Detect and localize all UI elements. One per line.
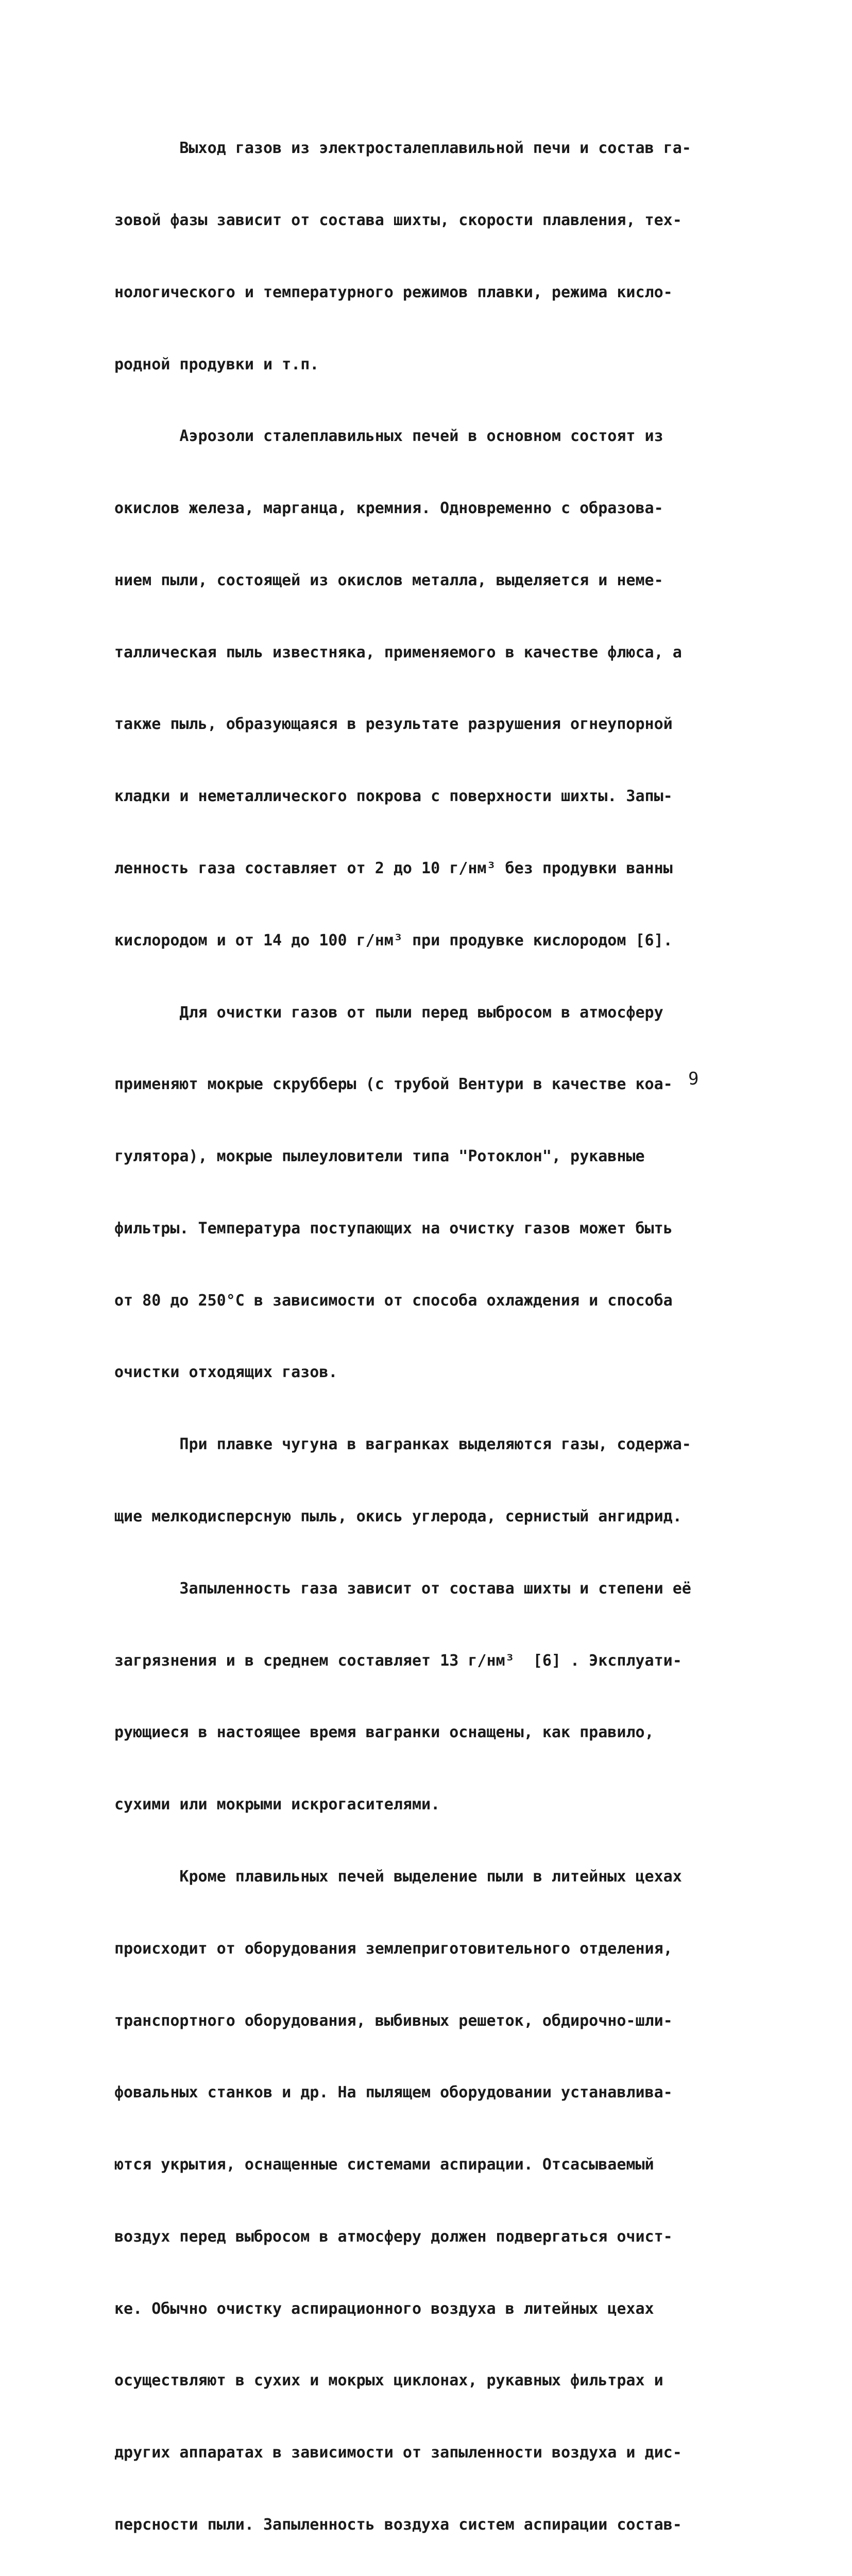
text-line: загрязнения и в среднем составляет 13 г/нм³ [6] . Эксплуати- [114, 1651, 682, 1670]
text-line: кладки и неметаллического покрова с поверхности шихты. Запы- [114, 787, 673, 806]
text-line: ются укрытия, оснащенные системами аспирации. Отсасываемый [114, 2156, 654, 2174]
text-line: воздух перед выбросом в атмосферу должен подвергаться очист- [114, 2227, 673, 2246]
text-line: других аппаратах в зависимости от запыленности воздуха и дис- [114, 2444, 682, 2462]
text-line: Для очистки газов от пыли перед выбросом в атмосферу [114, 1003, 663, 1022]
page-number: 9 [688, 1069, 699, 1089]
text-line: персности пыли. Запыленность воздуха систем аспирации состав- [114, 2515, 682, 2534]
text-line: зовой фазы зависит от состава шихты, скорости плавления, тех- [114, 211, 682, 229]
text-line: транспортного оборудования, выбивных решеток, обдирочно-шли- [114, 2011, 673, 2030]
text-line: родной продувки и т.п. [114, 355, 319, 374]
text-line: ке. Обычно очистку аспирационного воздуха в литейных цехах [114, 2299, 654, 2318]
text-line: таллическая пыль известняка, применяемого в качестве флюса, а [114, 643, 682, 662]
text-line: фовальных станков и др. На пылящем оборудовании устанавлива- [114, 2083, 673, 2102]
text-line: осуществляют в сухих и мокрых циклонах, рукавных фильтрах и [114, 2371, 663, 2390]
text-line: нологического и температурного режимов плавки, режима кисло- [114, 283, 673, 301]
text-line: применяют мокрые скрубберы (с трубой Вентури в качестве коа- [114, 1075, 673, 1094]
text-line: нием пыли, состоящей из окислов металла, выделяется и неме- [114, 571, 663, 589]
text-line: также пыль, образующаяся в результате разрушения огнеупорной [114, 715, 673, 734]
text-line: ленность газа составляет от 2 до 10 г/нм³ без продувки ванны [114, 859, 673, 877]
text-line: от 80 до 250°С в зависимости от способа охлаждения и способа [114, 1291, 673, 1310]
body-text [114, 89, 732, 2576]
text-line: При плавке чугуна в вагранках выделяются газы, содержа- [114, 1435, 691, 1454]
text-line: гулятора), мокрые пылеуловители типа "Ротоклон", рукавные [114, 1147, 645, 1166]
text-line: очистки отходящих газов. [114, 1363, 338, 1382]
text-line: Выход газов из электросталеплавильной печи и состав га- [114, 139, 691, 158]
text-line: кислородом и от 14 до 100 г/нм³ при продувке кислородом [6]. [114, 931, 673, 950]
text-line: Запыленность газа зависит от состава шихты и степени её [114, 1579, 691, 1598]
text-line: сухими или мокрыми искрогасителями. [114, 1795, 440, 1814]
text-line: окислов железа, марганца, кремния. Одновременно с образова- [114, 499, 663, 518]
text-line: Кроме плавильных печей выделение пыли в литейных цехах [114, 1867, 682, 1886]
text-line: Аэрозоли сталеплавильных печей в основном состоят из [114, 427, 663, 446]
text-line: фильтры. Температура поступающих на очистку газов может быть [114, 1219, 673, 1238]
text-line: щие мелкодисперсную пыль, окись углерода, сернистый ангидрид. [114, 1507, 682, 1526]
text-line: происходит от оборудования землеприготовительного отделения, [114, 1939, 673, 1958]
text-line: рующиеся в настоящее время вагранки оснащены, как правило, [114, 1723, 654, 1742]
